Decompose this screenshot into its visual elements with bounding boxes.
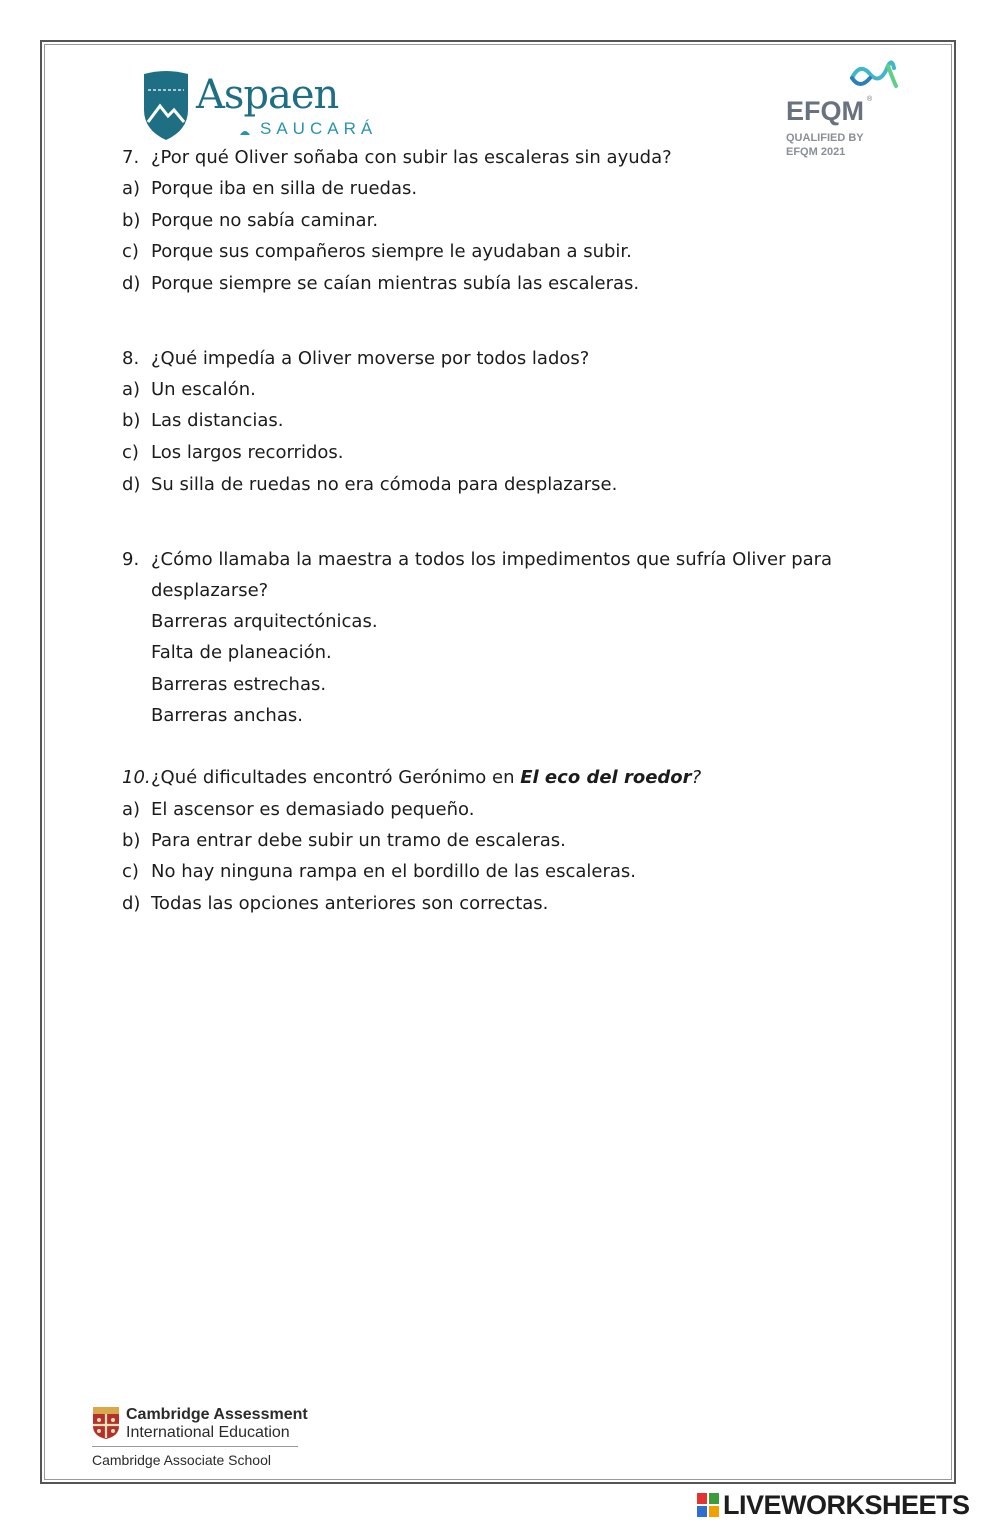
cambridge-crest-icon: [92, 1406, 120, 1440]
option-letter: d): [122, 273, 141, 294]
liveworksheets-icon: [697, 1493, 719, 1517]
option-letter: a): [122, 379, 141, 400]
option-letter: c): [122, 861, 139, 882]
book-title: El eco del roedor: [520, 767, 692, 788]
cambridge-logo: [92, 1404, 352, 1474]
option-letter: b): [122, 830, 141, 851]
efqm-qualified-line1: QUALIFIED BY: [786, 132, 864, 144]
efqm-logo: [782, 52, 902, 162]
aspaen-shield-icon: [138, 70, 194, 142]
option-text: Barreras anchas.: [151, 705, 303, 726]
option-text: Todas las opciones anteriores son correctas.: [151, 893, 549, 914]
aspaen-subtitle: SAUCARÁ: [260, 119, 378, 138]
option-letter: c): [122, 442, 139, 463]
liveworksheets-wordmark: LIVEWORKSHEETS: [723, 1490, 970, 1520]
liveworksheets-logo: [697, 1490, 997, 1522]
option-letter: a): [122, 799, 141, 820]
option-letter: b): [122, 410, 141, 431]
option-text: El ascensor es demasiado pequeño.: [151, 799, 475, 820]
cambridge-associate: Cambridge Associate School: [92, 1452, 271, 1468]
efqm-name: EFQM: [786, 96, 864, 126]
option-text: Porque sus compañeros siempre le ayudaban a subir.: [151, 241, 632, 262]
cambridge-divider: [92, 1446, 298, 1447]
option-text: Porque siempre se caían mientras subía las escaleras.: [151, 273, 640, 294]
option-letter: c): [122, 241, 139, 262]
question-text-before: ¿Qué dificultades encontró Gerónimo en: [151, 767, 521, 788]
question-text: ¿Por qué Oliver soñaba con subir las escaleras sin ayuda?: [151, 147, 672, 168]
question-number: 9.: [122, 549, 140, 570]
option-letter: d): [122, 893, 141, 914]
question-number: 7.: [122, 147, 140, 168]
cambridge-title: Cambridge Assessment: [126, 1406, 308, 1423]
question-number: 8.: [122, 348, 140, 369]
option-text: Los largos recorridos.: [151, 442, 344, 463]
question-text: ¿Qué impedía a Oliver moverse por todos lados?: [151, 348, 590, 369]
question-number: 10.: [122, 767, 151, 788]
option-text: Su silla de ruedas no era cómoda para desplazarse.: [151, 474, 618, 495]
aspaen-logo: [138, 70, 398, 142]
efqm-registered-mark: ®: [867, 96, 873, 103]
option-text: Porque iba en silla de ruedas.: [151, 178, 418, 199]
option-text: No hay ninguna rampa en el bordillo de las escaleras.: [151, 861, 636, 882]
option-letter: d): [122, 474, 141, 495]
option-letter: b): [122, 210, 141, 231]
option-letter: a): [122, 178, 141, 199]
option-text: Porque no sabía caminar.: [151, 210, 379, 231]
worksheet-page: [40, 40, 956, 1484]
cambridge-subtitle: International Education: [126, 1424, 290, 1441]
question-text-line1: ¿Cómo llamaba la maestra a todos los impedimentos que sufría Oliver para: [151, 549, 833, 570]
option-text: Las distancias.: [151, 410, 284, 431]
efqm-qualified-line2: EFQM 2021: [786, 146, 846, 158]
aspaen-dot-icon: [240, 127, 250, 135]
option-text: Barreras estrechas.: [151, 674, 327, 695]
option-text: Barreras arquitectónicas.: [151, 611, 378, 632]
efqm-infinity-icon: [848, 52, 898, 92]
aspaen-name: Aspaen: [196, 72, 339, 118]
question-text-line2: desplazarse?: [151, 580, 269, 601]
option-text: Para entrar debe subir un tramo de escaleras.: [151, 830, 566, 851]
question-text-after: ?: [691, 767, 702, 788]
option-text: Falta de planeación.: [151, 642, 332, 663]
option-text: Un escalón.: [151, 379, 256, 400]
question-text: [151, 766, 701, 790]
